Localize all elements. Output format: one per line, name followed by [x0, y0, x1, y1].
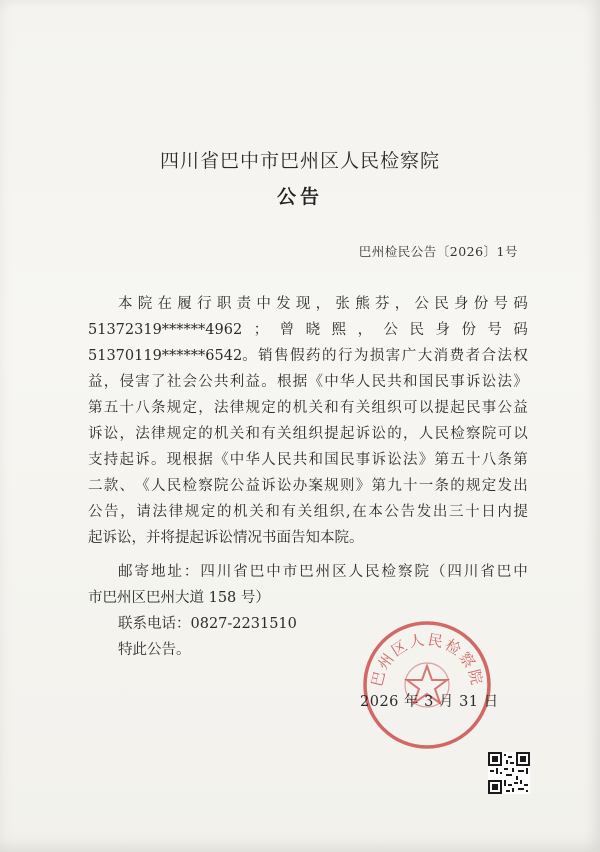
body-char: 告 — [104, 504, 119, 520]
body-text-segment: ， — [315, 296, 331, 312]
body-char: 机 — [292, 400, 308, 416]
body-char: 法 — [152, 504, 167, 520]
body-char: 共 — [292, 452, 308, 468]
body-char: 的 — [387, 426, 402, 442]
body-char: 和 — [308, 452, 323, 468]
body-char: 益 — [245, 478, 260, 494]
body-char: 巴 — [496, 564, 512, 580]
body-char: 事 — [450, 374, 465, 390]
body-text-segment: 民 — [434, 296, 449, 312]
body-text-segment: 起诉讼，并将提起诉讼情况书面告知本院。 — [88, 530, 364, 546]
body-char: 讼 — [371, 426, 386, 442]
body-text-segment: 号 — [487, 322, 502, 338]
body-char: 川 — [216, 564, 232, 580]
qr-code-icon — [488, 752, 530, 794]
body-char: 省 — [233, 564, 248, 580]
body-char: 人 — [348, 564, 364, 580]
body-char: , — [346, 504, 351, 520]
body-char: 规 — [166, 426, 182, 442]
body-char: 诉 — [261, 478, 276, 494]
body-char: 诉 — [88, 426, 103, 442]
body-char: 益 — [245, 374, 260, 390]
body-char: 五 — [450, 452, 465, 468]
body-text-segment: 损 — [369, 348, 385, 364]
body-char: 》 — [355, 478, 371, 494]
body-char: 法 — [497, 374, 512, 390]
body-text-segment: 职 — [216, 296, 232, 312]
body-char: 在 — [352, 504, 367, 520]
body-line — [88, 474, 528, 498]
body-line — [88, 560, 528, 584]
body-char: 民 — [466, 400, 481, 416]
body-char: 民 — [434, 374, 449, 390]
body-text-segment: 发 — [276, 296, 291, 312]
body-char: 会 — [182, 374, 197, 390]
body-char: 以 — [513, 426, 528, 442]
body-char: 日 — [481, 504, 496, 520]
body-line — [88, 370, 528, 394]
body-char: 。 — [151, 452, 166, 468]
body-char: 以 — [418, 400, 434, 416]
body-char: 民 — [365, 564, 380, 580]
body-char: 检 — [450, 426, 465, 442]
body-text-segment: 联系电话：0827-2231510 — [118, 616, 297, 632]
body-char: 讼 — [481, 374, 497, 390]
body-char: 察 — [466, 426, 481, 442]
body-char: 关 — [355, 400, 371, 416]
body-char: 机 — [233, 504, 248, 520]
body-char: 人 — [261, 452, 276, 468]
body-text-segment: 合 — [481, 348, 497, 364]
body-text-segment: 民 — [409, 322, 424, 338]
body-char: 法 — [403, 452, 418, 468]
body-char: 据 — [198, 452, 213, 468]
body-char: 人 — [151, 478, 166, 494]
body-text-segment: 熊 — [355, 296, 370, 312]
body-char: 川 — [463, 564, 479, 580]
body-char: 律 — [229, 400, 245, 416]
body-char: 法 — [135, 426, 150, 442]
body-char: 四 — [200, 564, 215, 580]
body-char: ， — [120, 504, 135, 520]
body-text-segment: 熙 — [331, 322, 347, 338]
body-char: 公 — [384, 504, 399, 520]
body-char: 九 — [387, 478, 402, 494]
body-char: 公 — [88, 504, 103, 520]
body-char: 市 — [282, 564, 298, 580]
body-line — [88, 500, 528, 524]
body-char: 内 — [497, 504, 512, 520]
body-char: 有 — [340, 400, 355, 416]
body-char: 讼 — [103, 426, 119, 442]
body-text-segment: 权 — [513, 348, 528, 364]
body-text-segment: 中 — [256, 296, 271, 312]
body-char: 诉 — [371, 452, 386, 468]
body-char: 一 — [418, 478, 434, 494]
body-text-segment: 份 — [461, 322, 476, 338]
body-char: 的 — [277, 400, 292, 416]
body-char: 四 — [447, 564, 462, 580]
body-char: 二 — [88, 478, 103, 494]
body-char: 发 — [497, 478, 512, 494]
body-line — [88, 344, 528, 368]
body-char: 人 — [355, 374, 371, 390]
body-char: 织 — [308, 426, 323, 442]
body-char: 民 — [166, 478, 182, 494]
body-text-segment: 份 — [473, 296, 489, 312]
body-char: 出 — [513, 478, 528, 494]
body-text-segment: 为 — [353, 348, 369, 364]
body-text-segment: 售 — [274, 348, 289, 364]
body-char: 和 — [245, 426, 260, 442]
body-text-segment: 现 — [295, 296, 311, 312]
body-text-segment: 号 — [493, 296, 509, 312]
body-char: 侵 — [119, 374, 134, 390]
body-char: 关 — [297, 504, 313, 520]
body-char: 提 — [324, 426, 339, 442]
body-char: 院 — [214, 478, 229, 494]
body-text-segment: 费 — [449, 348, 465, 364]
body-text-segment: 的 — [321, 348, 337, 364]
body-char: 可 — [403, 400, 418, 416]
body-char: 有 — [261, 426, 276, 442]
body-char: 织 — [387, 400, 402, 416]
body-text-segment: 履 — [177, 296, 192, 312]
body-char: 华 — [245, 452, 260, 468]
body-char: 请 — [136, 504, 151, 520]
body-char: 寄 — [134, 564, 149, 580]
body-char: 院 — [414, 564, 429, 580]
body-char: 诉 — [355, 426, 371, 442]
body-line — [88, 586, 528, 610]
body-text-segment: 公 — [383, 322, 399, 338]
body-char: 国 — [418, 374, 434, 390]
body-char: 华 — [340, 374, 355, 390]
body-char: 事 — [355, 452, 371, 468]
body-text-segment: 害 — [385, 348, 401, 364]
body-char: 规 — [166, 400, 182, 416]
body-char: 、 — [119, 478, 134, 494]
body-char: 规 — [184, 504, 200, 520]
body-char: 察 — [198, 478, 213, 494]
body-char: 事 — [481, 400, 497, 416]
body-char: 院 — [481, 426, 497, 442]
body-char: 定 — [182, 400, 197, 416]
body-text-segment: 51372319******4962 — [88, 322, 243, 338]
body-char: 察 — [397, 564, 413, 580]
body-text-segment: 者 — [465, 348, 481, 364]
body-text-segment: 张 — [335, 296, 350, 312]
body-char: 的 — [450, 478, 465, 494]
body-char: 《 — [214, 452, 229, 468]
body-char: 诉 — [466, 374, 481, 390]
body-char: 机 — [214, 426, 229, 442]
body-char: 关 — [249, 504, 264, 520]
body-char: 规 — [466, 478, 481, 494]
body-char: 定 — [261, 400, 276, 416]
body-text-segment: 药 — [306, 348, 321, 364]
body-text-segment: ， — [394, 296, 410, 312]
document-issuer-title: 四川省巴中市巴州区人民检察院 — [159, 150, 440, 172]
body-char: 关 — [277, 426, 292, 442]
body-char: 定 — [481, 478, 497, 494]
document-type-heading: 公告 — [276, 186, 323, 208]
body-char: 发 — [416, 504, 432, 520]
official-seal-icon — [360, 618, 494, 752]
body-char: 址 — [167, 564, 182, 580]
body-char: 条 — [434, 478, 449, 494]
body-char: 则 — [340, 478, 355, 494]
body-char: 讼 — [387, 452, 402, 468]
body-char: 公 — [198, 374, 213, 390]
body-text-segment: ； — [253, 322, 269, 338]
announcement-date: 2026 年 3 月 31 日 — [360, 694, 499, 710]
body-char: 起 — [340, 426, 355, 442]
body-char: 第 — [88, 400, 103, 416]
body-char: 八 — [135, 400, 150, 416]
body-char: 民 — [277, 452, 292, 468]
body-char: 组 — [313, 504, 329, 520]
body-line — [88, 396, 528, 420]
body-line — [88, 292, 528, 316]
body-char: 讼 — [277, 478, 292, 494]
body-char: 款 — [103, 478, 119, 494]
body-char: 共 — [214, 374, 229, 390]
svg-text:巴州区人民检察院: 巴州区人民检察院 — [367, 630, 487, 689]
body-char: 告 — [400, 504, 416, 520]
body-text-segment: 公 — [414, 296, 429, 312]
body-text-segment: 身 — [454, 296, 469, 312]
body-char: 案 — [308, 478, 323, 494]
body-char: 《 — [135, 478, 150, 494]
body-char: 规 — [245, 400, 260, 416]
body-char: 《 — [308, 374, 323, 390]
body-char: 社 — [166, 374, 182, 390]
body-text-segment: 责 — [236, 296, 252, 312]
body-char: 根 — [277, 374, 292, 390]
body-char: 了 — [151, 374, 166, 390]
body-text-segment: 大 — [417, 348, 433, 364]
body-text-segment: 在 — [157, 296, 173, 312]
body-text-segment: 本 — [118, 296, 133, 312]
body-char: 规 — [324, 478, 339, 494]
body-char: 有 — [281, 504, 296, 520]
body-text-segment: ， — [357, 322, 373, 338]
body-line — [88, 422, 528, 446]
body-char: 的 — [198, 426, 213, 442]
body-char: 益 — [88, 374, 103, 390]
body-char: 省 — [480, 564, 495, 580]
body-char: 检 — [182, 478, 197, 494]
body-char: 民 — [371, 374, 386, 390]
body-char: 和 — [265, 504, 280, 520]
body-char: 律 — [151, 426, 166, 442]
body-char: 》 — [513, 374, 528, 390]
body-char: 害 — [135, 374, 150, 390]
body-char: 三 — [448, 504, 464, 520]
body-char: 》 — [418, 452, 434, 468]
body-char: 定 — [182, 426, 197, 442]
body-char: 检 — [381, 564, 396, 580]
body-char: 区 — [332, 564, 347, 580]
body-text-segment: 广 — [401, 348, 417, 364]
body-char: ， — [103, 374, 119, 390]
body-char: 织 — [329, 504, 345, 520]
body-char: 巴 — [249, 564, 265, 580]
body-char: 本 — [368, 504, 383, 520]
body-char: 中 — [229, 452, 245, 468]
body-char: 中 — [324, 374, 339, 390]
body-char: 条 — [497, 452, 512, 468]
body-char: 十 — [403, 478, 418, 494]
body-text-segment: 特此公告。 — [118, 642, 191, 658]
body-char: 组 — [371, 400, 386, 416]
body-char: 民 — [340, 452, 355, 468]
document-number: 巴州检民公告〔2026〕1号 — [358, 244, 518, 259]
body-char: 邮 — [118, 564, 133, 580]
body-char: 共 — [387, 374, 402, 390]
body-text-segment: 芬 — [374, 296, 390, 312]
body-char: 中 — [266, 564, 281, 580]
body-text-segment: 法 — [497, 348, 512, 364]
body-char: 公 — [229, 478, 245, 494]
body-text-segment: 消 — [433, 348, 449, 364]
body-char: ， — [119, 426, 134, 442]
body-text-segment: 院 — [137, 296, 153, 312]
body-char: 起 — [119, 452, 134, 468]
body-char: 和 — [324, 400, 339, 416]
body-char: 十 — [119, 400, 134, 416]
body-char: 益 — [513, 400, 528, 416]
body-char: 组 — [292, 426, 308, 442]
body-char: 支 — [88, 452, 103, 468]
body-text-segment: 身 — [435, 322, 450, 338]
body-char: 现 — [166, 452, 182, 468]
body-char: 诉 — [135, 452, 150, 468]
body-text-segment: 假 — [290, 348, 305, 364]
body-text-segment: 码 — [513, 322, 528, 338]
body-char: 办 — [292, 478, 308, 494]
body-char: 律 — [168, 504, 184, 520]
body-char: 关 — [308, 400, 323, 416]
body-char: 提 — [513, 504, 528, 520]
body-char: 条 — [151, 400, 166, 416]
body-char: ， — [198, 400, 213, 416]
body-char: 提 — [434, 400, 449, 416]
body-text-segment: 51370119******6542。 — [88, 348, 257, 364]
body-char: 。 — [261, 374, 276, 390]
body-char: 法 — [214, 400, 229, 416]
body-char: （ — [430, 564, 446, 580]
body-text-segment: 曾 — [279, 322, 295, 338]
body-char: 地 — [150, 564, 166, 580]
body-line — [88, 448, 528, 472]
body-line — [88, 318, 528, 342]
body-char: 五 — [103, 400, 119, 416]
body-char: 定 — [200, 504, 216, 520]
body-char: 第 — [434, 452, 449, 468]
body-text-segment: 行 — [337, 348, 353, 364]
body-text-segment: 行 — [197, 296, 212, 312]
body-char: 持 — [103, 452, 119, 468]
body-char: 民 — [434, 426, 449, 442]
body-char: 的 — [217, 504, 232, 520]
body-char: 公 — [497, 400, 512, 416]
body-char: 和 — [403, 374, 418, 390]
body-char: ： — [183, 564, 199, 580]
body-char: 出 — [432, 504, 448, 520]
body-text-segment: 码 — [513, 296, 528, 312]
body-char: 人 — [418, 426, 434, 442]
body-char: 中 — [513, 564, 528, 580]
body-char: 第 — [513, 452, 528, 468]
body-char: ， — [403, 426, 418, 442]
body-text-segment: 市巴州区巴州大道 158 号） — [88, 590, 270, 606]
body-char: 八 — [481, 452, 497, 468]
body-char: 关 — [229, 426, 245, 442]
body-char: 巴 — [299, 564, 314, 580]
body-char: 可 — [497, 426, 512, 442]
body-char: 十 — [465, 504, 480, 520]
body-char: 利 — [229, 374, 245, 390]
body-char: 起 — [450, 400, 465, 416]
body-char: 十 — [466, 452, 481, 468]
body-line — [88, 526, 528, 550]
body-char: 第 — [371, 478, 386, 494]
body-text-segment: 销 — [258, 348, 273, 364]
body-char: 国 — [324, 452, 339, 468]
body-char: 州 — [315, 564, 331, 580]
body-char: 根 — [182, 452, 197, 468]
body-text-segment: 晓 — [305, 322, 321, 338]
body-char: 据 — [292, 374, 308, 390]
